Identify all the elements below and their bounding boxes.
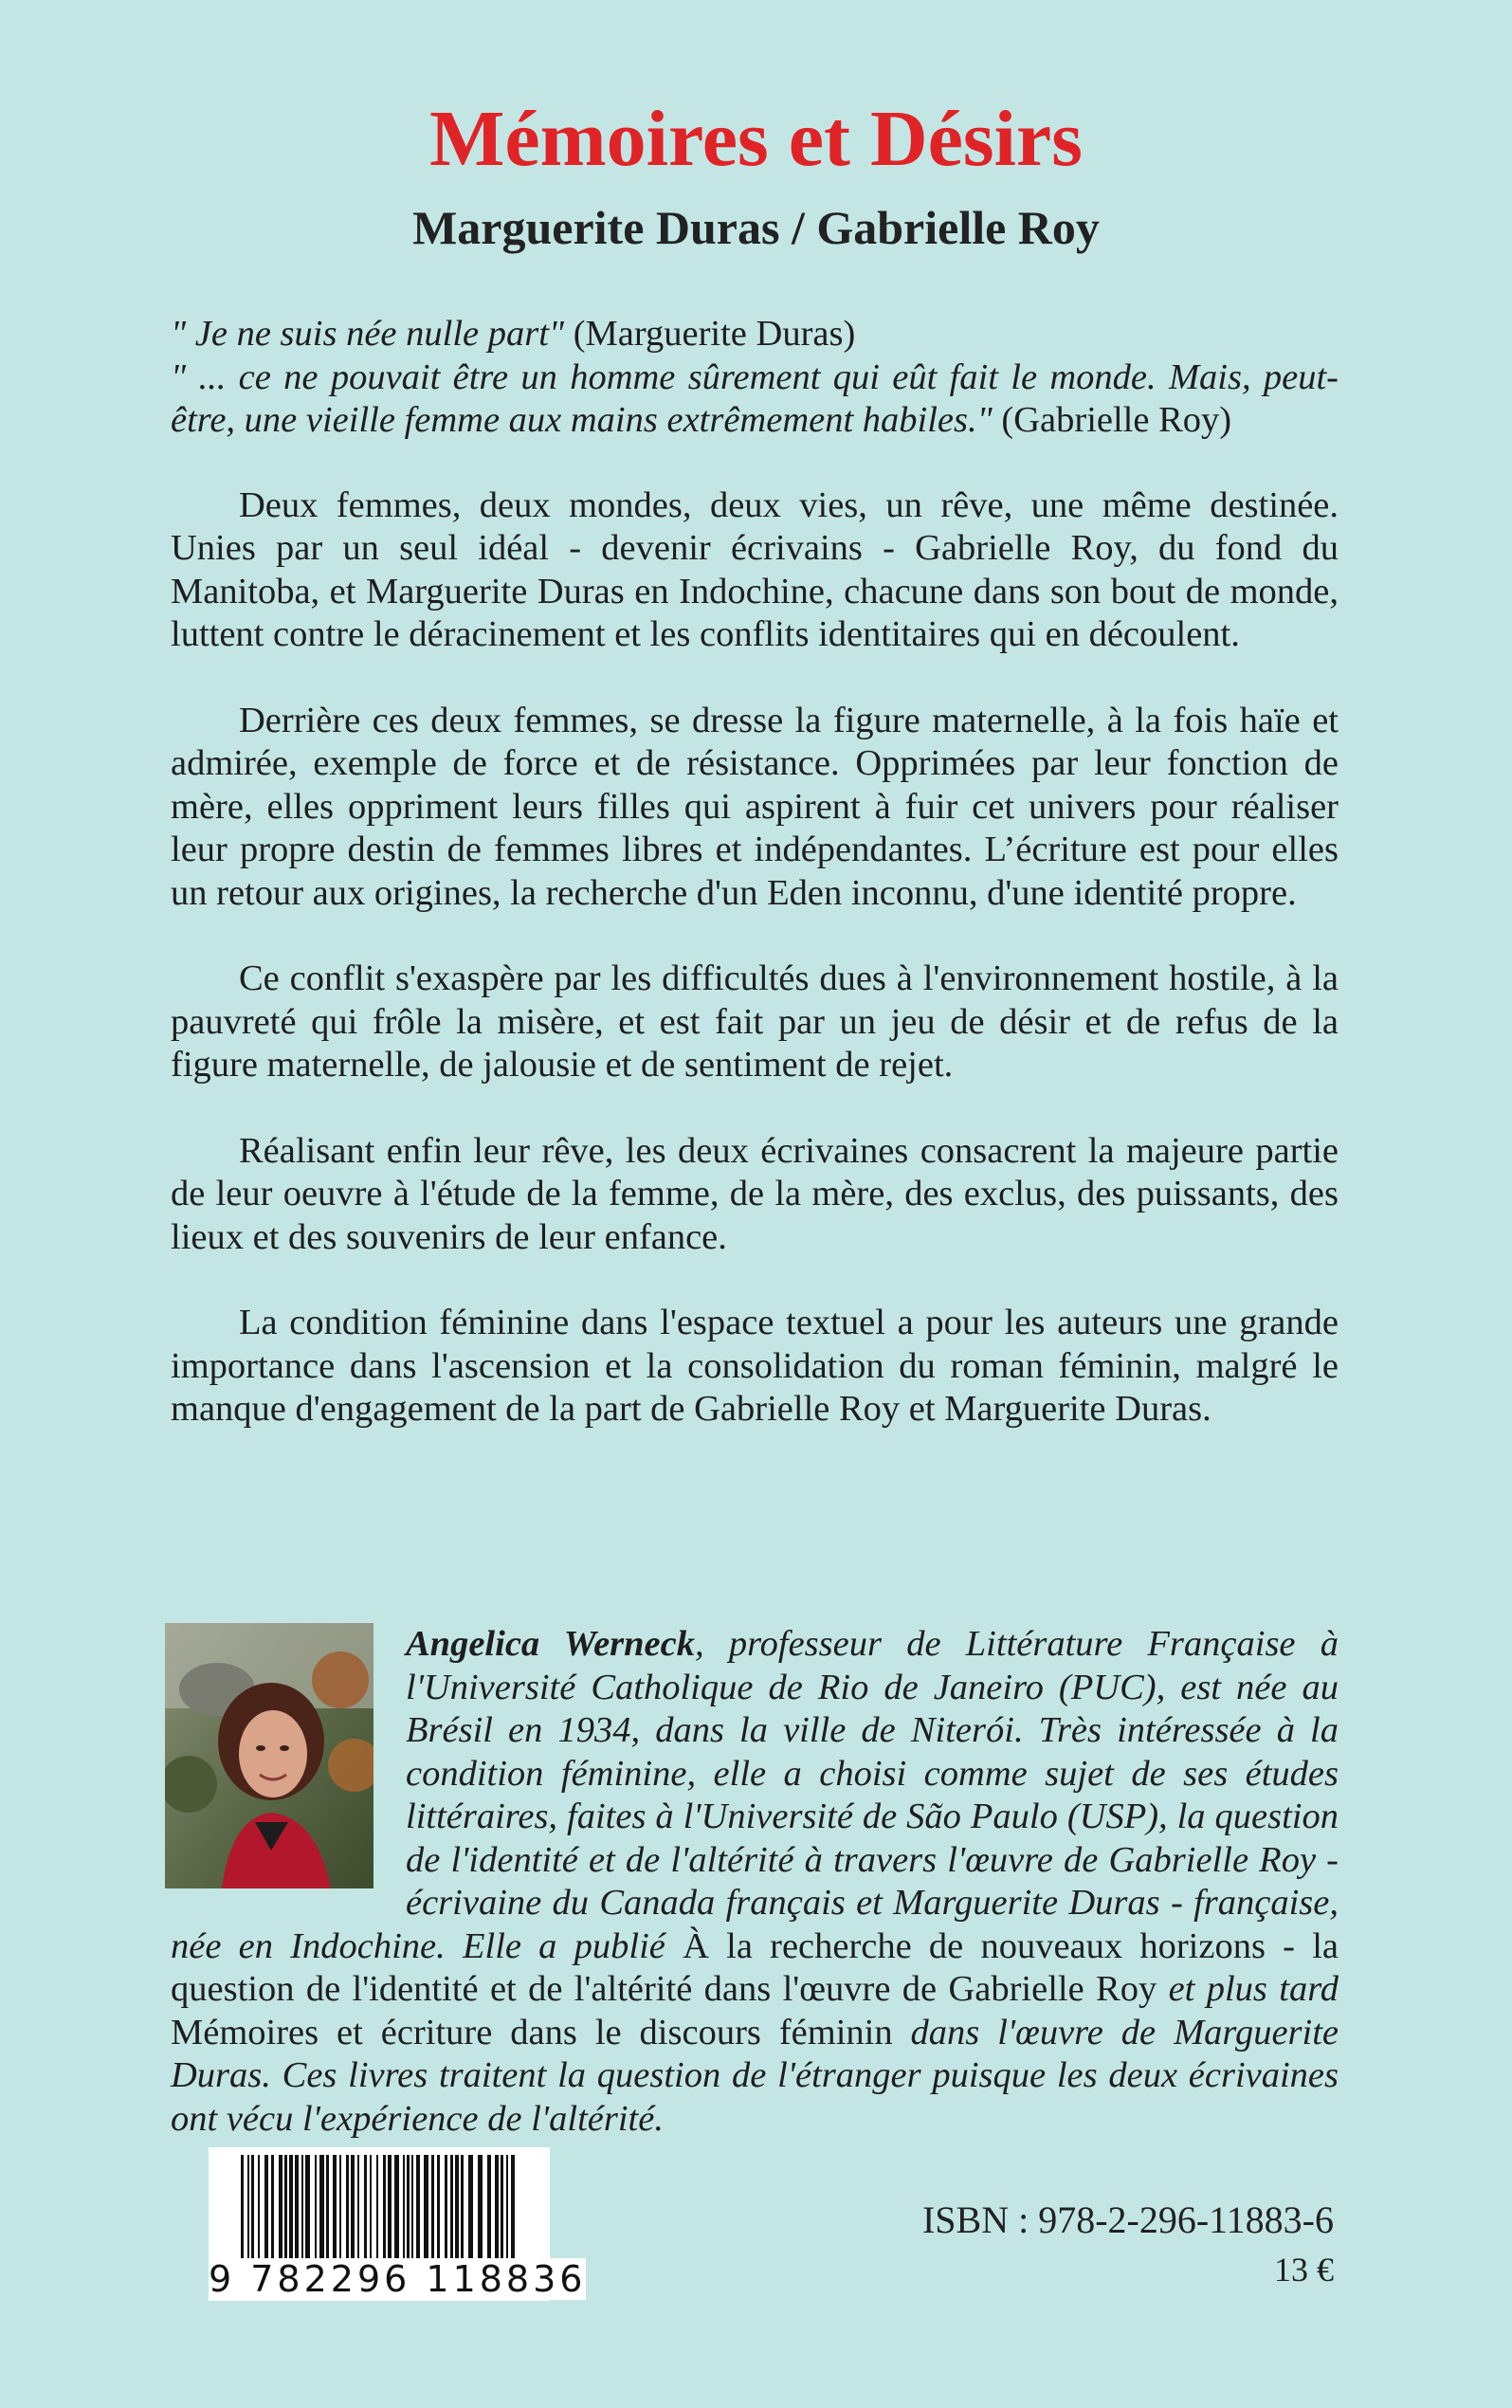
barcode-bar [258,2155,260,2261]
barcode-bar [289,2155,293,2261]
barcode-bar [407,2155,410,2261]
barcode-bar [487,2155,491,2261]
barcode-bar [478,2155,483,2261]
barcode-bar [305,2155,310,2261]
barcode-bar [455,2155,459,2261]
barcode-bar [437,2155,440,2261]
barcode-bar [279,2155,282,2261]
barcode-bar [403,2155,405,2261]
price: 13 € [1274,2251,1334,2289]
isbn: ISBN : 978-2-296-11883-6 [921,2198,1334,2241]
barcode-bar [319,2155,324,2261]
barcode-bar [357,2155,359,2261]
bio-book-2: Mémoires et écriture dans le discours féminin [171,2012,893,2052]
bio-book-1: À la recherche de nouveaux horizons - la question de l'identité et de l'altérité dans l'œuvre de Gabrielle Roy [171,1925,1339,2009]
blurb [171,313,1339,1474]
bio-text-3: dans l'œuvre de Marguerite Duras. Ces livres traitent la question de l'étranger puisque les deux écrivaines ont vécu l'expérience de l'altérité. [171,2012,1339,2139]
author-bio [171,1623,1339,2141]
barcode-bar [495,2155,499,2261]
barcode-bar [431,2155,434,2261]
barcode-bar [351,2155,355,2261]
barcode-bar [506,2155,508,2261]
barcode-bar [411,2155,413,2261]
paragraph: Réalisant enfin leur rêve, les deux écrivaines consacrent la majeure partie de leur oeuvre à l'étude de la femme, de la mère, des exclus, des puissants, des lieux et des souvenirs de leur enfance. [171,1130,1339,1257]
barcode-bar [416,2155,420,2261]
barcode-bar [247,2155,249,2261]
barcode-bar [264,2155,268,2261]
epigraph-quotes [171,313,1339,443]
barcode-bar [315,2155,317,2261]
barcode-bar [388,2155,392,2261]
barcode-bar [364,2155,367,2261]
quote-roy-text: " ... ce ne pouvait être un homme sûrement qui eût fait le monde. Mais, peut-être, une vieille femme aux mains extrêmement habiles." [171,356,1339,440]
quote-roy-author: (Gabrielle Roy) [992,400,1232,440]
barcode-bar [326,2155,329,2261]
barcode-bar [461,2155,464,2261]
barcode-bar [468,2155,473,2261]
barcode-bar [301,2155,303,2261]
barcode-bar [445,2155,447,2261]
paragraph: Derrière ces deux femmes, se dresse la figure maternelle, à la fois haïe et admirée, exemple de force et de résistance. Opprimées par leur fonction de mère, elles oppriment leurs filles qui aspirent à fuir cet univers pour réaliser leur propre destin de femmes libres et indépendantes. L’écriture est pour elles un retour aux origines, la recherche d'un Eden inconnu, d'une identité propre. [171,700,1339,913]
bio-text-2: et plus tard [1157,1969,1339,2009]
book-subtitle: Marguerite Duras / Gabrielle Roy [412,201,1100,254]
barcode-bar [333,2155,337,2261]
barcode-bar [339,2155,341,2261]
barcode-bar [251,2155,254,2261]
paragraph: Deux femmes, deux mondes, deux vies, un rêve, une même destinée. Unies par un seul idéal - devenir écrivains - Gabrielle Roy, du fond du Manitoba, et Marguerite Duras en Indochine, chacune dans son bout de monde, luttent contre le déracinement et les conflits identitaires qui en découlent. [171,484,1339,654]
barcode-bar [501,2155,503,2261]
book-title: Mémoires et Désirs [429,95,1083,183]
barcode-bar [284,2155,287,2261]
paragraph: La condition féminine dans l'espace textuel a pour les auteurs une grande importance dans l'ascension et la consolidation du roman féminin, malgré le manque d'engagement de la part de Gabrielle Roy et Marguerite Duras. [171,1303,1339,1429]
barcode-bar [450,2155,453,2261]
barcode-bar [295,2155,299,2261]
barcode-bar [271,2155,274,2261]
barcode-bar [424,2155,428,2261]
barcode-bar [394,2155,399,2261]
barcode-number: 9 782296 118836 [209,2258,587,2300]
barcode-bar [346,2155,349,2261]
author-name: Angelica Werneck [406,1624,695,1664]
author-portrait-image [165,1623,373,1888]
bio-text-1: , professeur de Littérature Française à l'Université Catholique de Rio de Janeiro (PUC), est née au Brésil en 1934, dans la ville de Niterói. Très intéressée à la condition féminine, elle a choisi comme sujet de ses études littéraires, faites à l'Université de São Paulo (USP), la question de l'identité et de l'altérité à travers l'œuvre de Gabrielle Roy - écrivaine du Canada français et Marguerite Duras - française, née en Indochine. Elle a publié [171,1624,1339,1966]
barcode-bar [370,2155,372,2261]
author-photo [165,1623,373,1888]
quote-duras-author: (Marguerite Duras) [564,314,856,354]
quote-duras-text: " Je ne suis née nulle part" [171,314,565,354]
paragraph: Ce conflit s'exaspère par les difficultés dues à l'environnement hostile, à la pauvreté qui frôle la misère, et est fait par un jeu de désir et de refus de la figure maternelle, de jalousie et de sentiment de rejet. [171,958,1339,1085]
